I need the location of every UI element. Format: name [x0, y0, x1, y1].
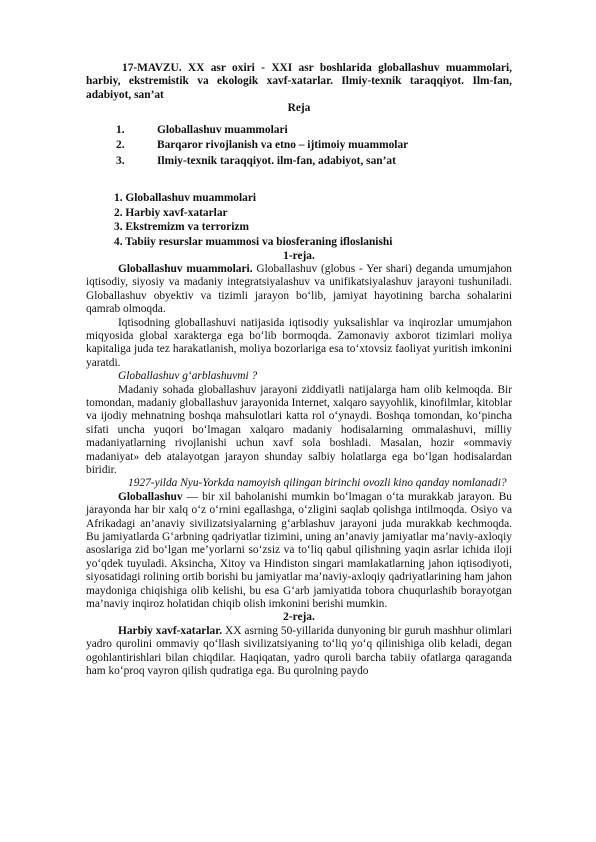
- plan-item-number: 3.: [116, 154, 125, 167]
- section-1-paragraph-1: [86, 263, 512, 317]
- section-1-heading: 1-reja.: [283, 249, 315, 262]
- section-1-paragraph-3: Madaniy sohada globallashuv jarayoni ziddiyatli natijalarga ham olib kelmoqda. Bir tomondan, madaniy globallashuv jarayonida Internet, xalqaro sayyohlik, kinofilmlar, kitoblar va ijodiy mehnatning boshqa mahsulotlari katta rol o‘ynaydi. Boshqa tomondan, ko‘pincha sifati uncha yuqori bo‘lmagan xalqaro madaniy hodisalarning ommalashuvi, milliy madaniyatlarning rivojlanishi uchun xavf sola boshladi. Masalan, hozir «ommaviy madaniyat» deb atalayotgan jarayon shunday salbiy holatlarga ega bo‘lgan hodisalardan biridir.: [86, 383, 512, 476]
- plan-item-text: Ilmiy-texnik taraqqiyot. ilm-fan, adabiyot, san’at: [157, 154, 396, 167]
- paragraph-text: — bir xil baholanishi mumkin bo‘lmagan o‘ta murakkab jarayon. Bu jarayonda har bir xalq o‘z o‘rnini egallashga, o‘zligini saqlab qolishga intilmoqda. Osiyo va Afrikadagi an’anaviy sivilizatsiyalarning g‘arblashuv jarayoni juda murakkab kechmoqda. Bu jamiyatlarda G‘arbning qadriyatlar tizimini, uning an’anaviy jamiyatlar ma’naviy-axloqiy asoslariga zid bo‘lgan me’yorlarni so‘zsiz va to‘liq qabul qilishning yaqin asrlar ichida iloji yo‘qdek tuyuladi. Aksincha, Xitoy va Hindiston singari mamlakatlarning jahon iqtisodiyoti, siyosatidagi rolining ortib borishi bu jamiyatlar ma’naviy-axloqiy qadriyatlarining ham jahon maydoniga chiqishiga olib kelishi, bu esa G‘arb jamiyatida tobora chuqurlashib borayotgan ma’naviy inqiroz holatidan chiqib olish imkonini berishi mumkin.: [86, 490, 512, 611]
- plan-item-text: Barqaror rivojlanish va etno – ijtimoiy muammolar: [157, 139, 409, 152]
- document-title: 17-MAVZU. XX asr oxiri - XXI asr boshlarida globallashuv muammolari, harbiy, ekstremistik va ekologik xavf-xatarlar. Ilmiy-texnik taraqqiyot. Ilm-fan, adabiyot, san’at: [86, 62, 512, 101]
- paragraph-text: XX asrning 50-yillarida dunyoning bir guruh mashhur olimlari yadro qurolini ommaviy qo‘llash sivilizatsiyaning to‘liq yo‘q qilinishiga olib keladi, degan ogohlantirishlari bilan chiqdilar. Haqiqatan, yadro quroli barcha tabiiy ofatlarga qaraganda ham ko‘proq vayron qilish qudratiga ega. Bu qurolning paydo: [86, 624, 512, 678]
- plan-item-number: 2.: [116, 139, 125, 152]
- section-2-heading: 2-reja.: [283, 611, 315, 624]
- topic-item: 3. Ekstremizm va terrorizm: [114, 221, 249, 234]
- topic-list: [86, 191, 512, 249]
- plan-heading: Reja: [287, 102, 311, 115]
- paragraph-lead: Globallashuv muammolari.: [118, 262, 253, 275]
- section-1-paragraph-4: [86, 491, 512, 612]
- section-1-question-1: Globallashuv g‘arblashuvmi ?: [118, 370, 258, 383]
- plan-item-number: 1.: [116, 123, 125, 136]
- section-2-paragraph-1: [86, 625, 512, 679]
- section-1-paragraph-2: Iqtisodning globallashuvi natijasida iqtisodiy yuksalishlar va inqirozlar umumjahon miqyosida global xarakterga ega bo‘lib bormoqda. Zamonaviy axborot tizimlari moliya kapitaliga juda tez harakatlanish, moliya bozorlariga esa to‘xtovsiz faoliyat yuritish imkonini yaratdi.: [86, 316, 512, 369]
- topic-item: 1. Globallashuv muammolari: [114, 192, 257, 205]
- section-1-question-2: 1927-yilda Nyu-Yorkda namoyish qilingan birinchi ovozli kino qanday nomlanadi?: [128, 477, 507, 490]
- topic-item: 2. Harbiy xavf-xatarlar: [114, 206, 228, 219]
- plan-item-text: Globallashuv muammolari: [157, 123, 288, 136]
- plan-item: [86, 138, 512, 154]
- topic-item: 4. Tabiiy resurslar muammosi va biosferaning ifloslanishi: [114, 235, 393, 248]
- page-content: [86, 62, 512, 679]
- paragraph-text: Globallashuv (globus - Yer shari) deganda umumjahon iqtisodiy, siyosiy va madaniy integratsiyalashuv va unifikatsiyalashuv jarayoni tushuniladi. Globallashuv obyektiv va tizimli jarayon bo‘lib, jamiyat hayotining barcha sohalarini qamrab olmoqda.: [86, 262, 512, 316]
- paragraph-lead: Globallashuv: [118, 490, 183, 503]
- plan-list: [86, 123, 512, 170]
- plan-item: [86, 154, 512, 170]
- plan-item: [86, 123, 512, 139]
- paragraph-lead: Harbiy xavf-xatarlar.: [118, 624, 223, 637]
